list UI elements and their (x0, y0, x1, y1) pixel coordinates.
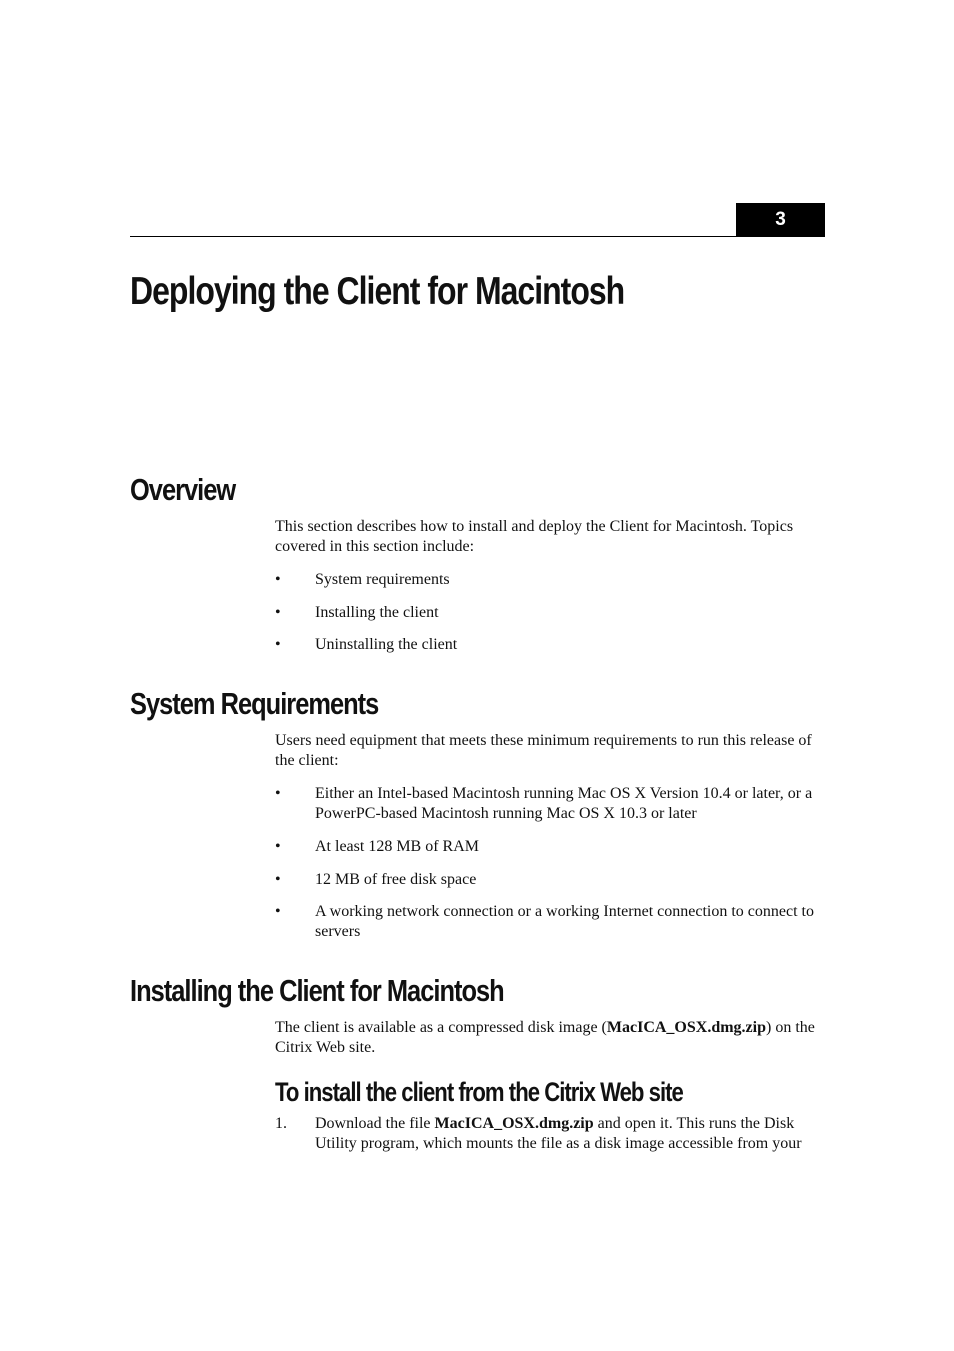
header-rule (130, 236, 825, 237)
list-item-text: A working network connection or a working Internet connection to connect to servers (315, 903, 814, 940)
list-item-text: Uninstalling the client (315, 636, 458, 653)
intro-text: ) on the Citrix Web site. (275, 1019, 815, 1056)
step-text (315, 1114, 825, 1154)
overview-heading: Overview (130, 472, 236, 507)
bullet-marker: • (275, 903, 281, 920)
list-item-text: Installing the client (315, 604, 439, 621)
step-item (275, 1114, 825, 1154)
bullet-marker: • (275, 838, 281, 855)
list-item-text: Either an Intel-based Macintosh running Mac OS X Version 10.4 or later, or a PowerPC-based Macintosh running Mac OS X 10.3 or later (315, 785, 813, 822)
list-item-text: At least 128 MB of RAM (315, 838, 479, 855)
step-text-part: Download the file (315, 1115, 435, 1132)
page-title: Deploying the Client for Macintosh (130, 270, 625, 313)
list-item (275, 870, 825, 890)
list-item (275, 837, 825, 857)
list-item (275, 603, 825, 623)
bullet-marker: • (275, 571, 281, 588)
bullet-marker: • (275, 636, 281, 653)
bullet-marker: • (275, 785, 281, 802)
procedure-heading: To install the client from the Citrix Web site (275, 1077, 683, 1107)
system-requirements-intro: Users need equipment that meets these minimum requirements to run this release of the client: (275, 732, 812, 769)
step-text-part: and open it. This runs the Disk Utility program, which mounts the file as a disk image accessible from your (315, 1115, 802, 1152)
overview-intro: This section describes how to install and deploy the Client for Macintosh. Topics covered in this section include: (275, 518, 794, 555)
chapter-number-badge: 3 (736, 203, 825, 236)
installing-intro (275, 1018, 825, 1058)
intro-text: The client is available as a compressed disk image ( (275, 1019, 607, 1036)
list-item-text: System requirements (315, 571, 450, 588)
list-item (275, 784, 825, 824)
filename: MacICA_OSX.dmg.zip (606, 1019, 766, 1036)
list-item (275, 570, 825, 590)
bullet-marker: • (275, 871, 281, 888)
filename: MacICA_OSX.dmg.zip (434, 1115, 594, 1132)
list-item-text: 12 MB of free disk space (315, 871, 477, 888)
list-item (275, 902, 825, 942)
installing-heading: Installing the Client for Macintosh (130, 973, 504, 1008)
list-item (275, 635, 825, 655)
system-requirements-heading: System Requirements (130, 686, 379, 721)
step-number: 1. (275, 1115, 287, 1132)
bullet-marker: • (275, 604, 281, 621)
